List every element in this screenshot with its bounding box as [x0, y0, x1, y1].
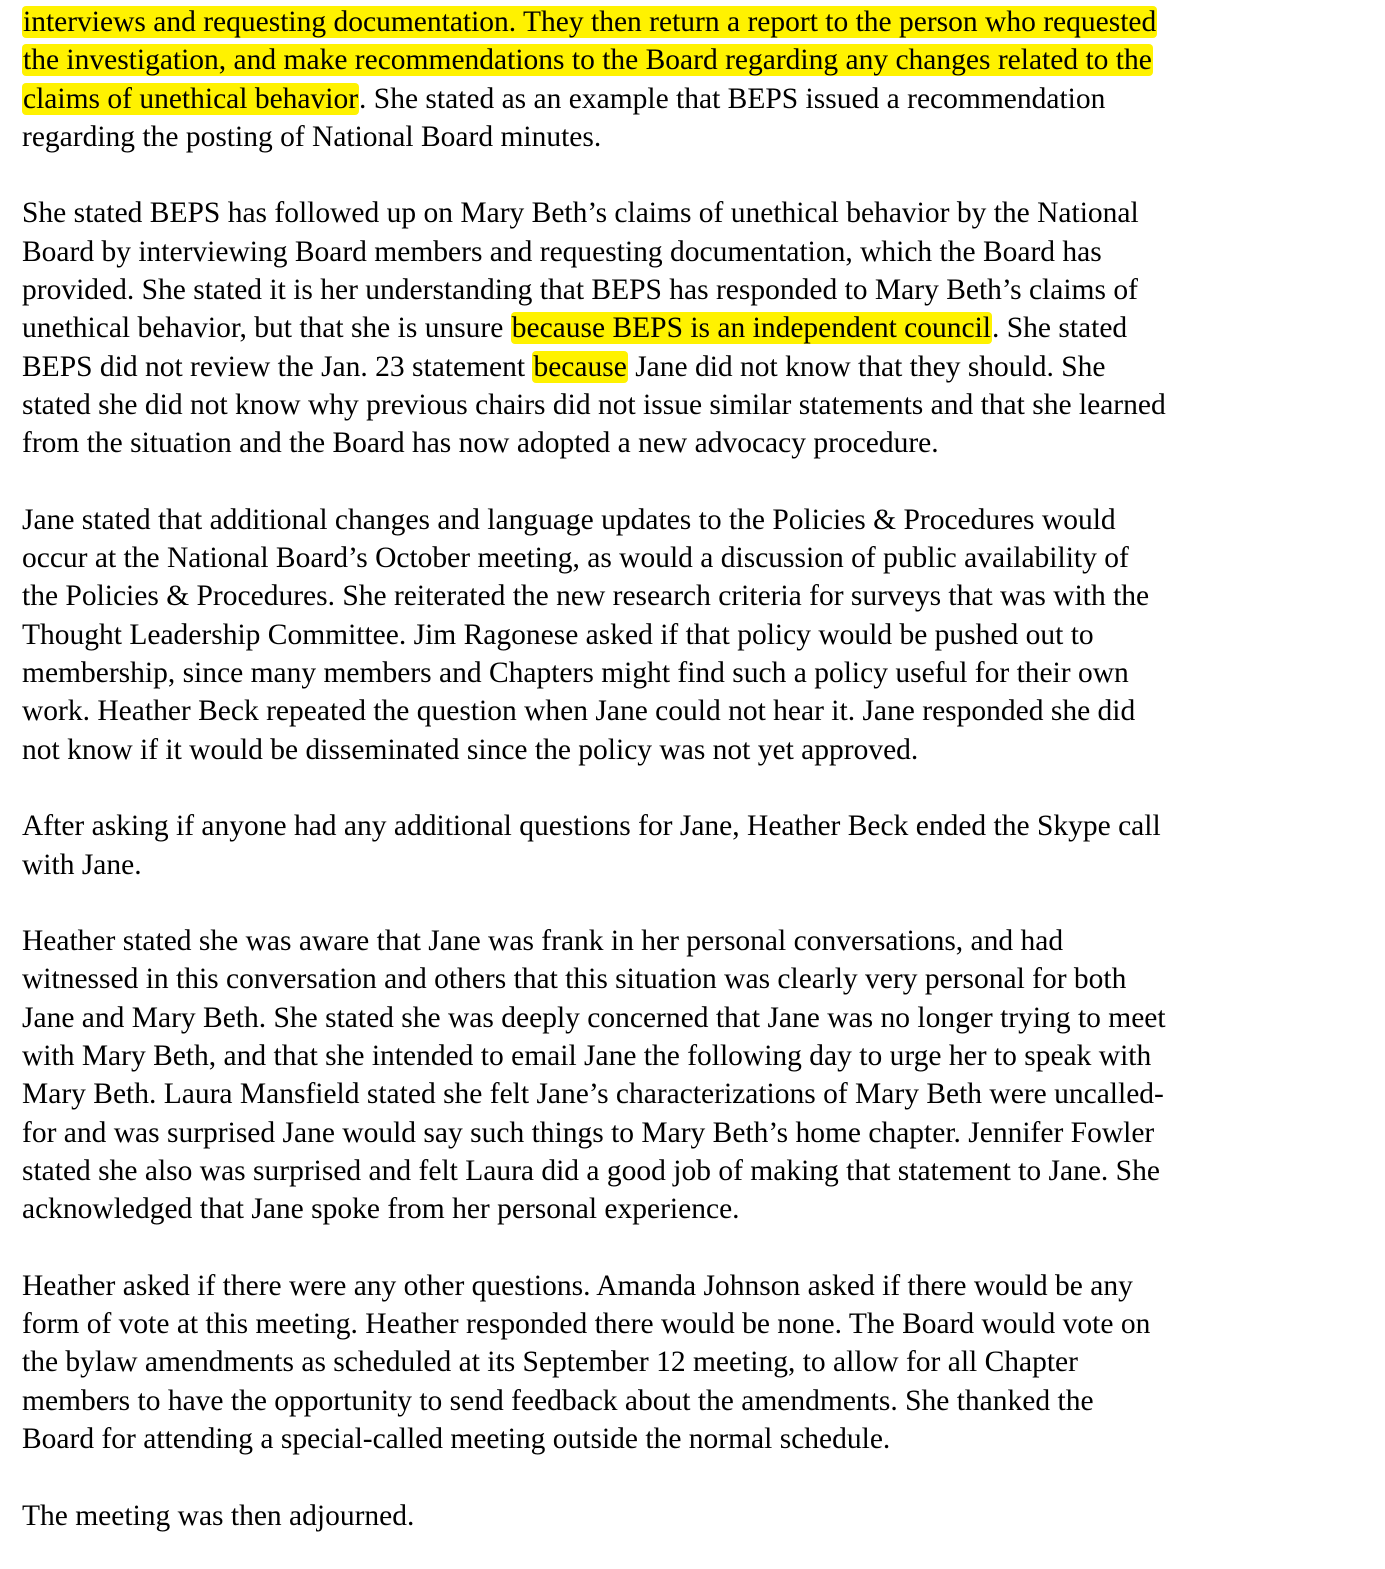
text-run: stated she did not know why previous chairs did not issue similar statements and that she learned — [22, 388, 1166, 421]
paragraph — [22, 1497, 1352, 1535]
text-run: not know if it would be disseminated since the policy was not yet approved. — [22, 733, 919, 766]
text-line — [22, 233, 1352, 271]
text-line — [22, 118, 1352, 156]
text-line — [22, 1152, 1352, 1190]
text-line — [22, 1267, 1352, 1305]
text-run: witnessed in this conversation and others that this situation was clearly very personal for both — [22, 963, 1127, 996]
paragraph-gap — [22, 156, 1352, 194]
paragraph-gap — [22, 1458, 1352, 1496]
text-line — [22, 846, 1352, 884]
text-line — [22, 194, 1352, 232]
text-run: unethical behavior, but that she is unsure — [22, 312, 511, 345]
text-run: . She stated — [992, 312, 1128, 345]
text-run: work. Heather Beck repeated the question when Jane could not hear it. Jane responded she did — [22, 695, 1136, 728]
paragraph — [22, 194, 1352, 462]
text-run: Mary Beth. Laura Mansfield stated she felt Jane’s characterizations of Mary Beth were uncalled- — [22, 1078, 1164, 1111]
text-run: provided. She stated it is her understanding that BEPS has responded to Mary Beth’s claims of — [22, 274, 1138, 307]
text-run: BEPS did not review the Jan. 23 statement — [22, 350, 533, 383]
text-line — [22, 80, 1352, 118]
text-line — [22, 731, 1352, 769]
paragraph-gap — [22, 769, 1352, 807]
text-run: with Jane. — [22, 848, 142, 881]
text-line — [22, 348, 1352, 386]
text-line — [22, 1305, 1352, 1343]
text-run: Heather asked if there were any other questions. Amanda Johnson asked if there would be any — [22, 1269, 1133, 1302]
text-line — [22, 41, 1352, 79]
highlighted-text: the investigation, and make recommendations to the Board regarding any changes related to the — [23, 44, 1152, 77]
paragraph — [22, 1267, 1352, 1458]
highlighted-text: claims of unethical behavior — [23, 82, 359, 115]
text-line — [22, 3, 1352, 41]
text-line — [22, 1114, 1352, 1152]
text-line — [22, 807, 1352, 845]
paragraph-gap — [22, 884, 1352, 922]
paragraph-gap — [22, 1229, 1352, 1267]
text-line — [22, 309, 1352, 347]
highlighted-text: interviews and requesting documentation. They then return a report to the person who requested — [23, 6, 1157, 38]
text-run: . She stated as an example that BEPS issued a recommendation — [359, 82, 1106, 115]
text-line — [22, 1075, 1352, 1113]
text-run: She stated BEPS has followed up on Mary Beth’s claims of unethical behavior by the National — [22, 197, 1139, 230]
text-run: with Mary Beth, and that she intended to email Jane the following day to urge her to speak with — [22, 1040, 1152, 1073]
text-run: Jane stated that additional changes and language updates to the Policies & Procedures would — [22, 503, 1116, 536]
text-run: membership, since many members and Chapters might find such a policy useful for their own — [22, 657, 1129, 690]
text-line — [22, 654, 1352, 692]
text-line — [22, 922, 1352, 960]
text-run: the bylaw amendments as scheduled at its September 12 meeting, to allow for all Chapter — [22, 1346, 1078, 1379]
text-run: Jane did not know that they should. She — [627, 350, 1106, 383]
paragraph — [22, 501, 1352, 769]
text-line — [22, 1382, 1352, 1420]
text-run: the Policies & Procedures. She reiterated the new research criteria for surveys that was with the — [22, 580, 1150, 613]
text-line — [22, 1420, 1352, 1458]
text-line — [22, 616, 1352, 654]
text-run: Jane and Mary Beth. She stated she was deeply concerned that Jane was no longer trying to meet — [22, 1001, 1166, 1034]
paragraph-gap — [22, 463, 1352, 501]
text-run: Thought Leadership Committee. Jim Ragonese asked if that policy would be pushed out to — [22, 618, 1094, 651]
text-run: from the situation and the Board has now adopted a new advocacy procedure. — [22, 427, 939, 460]
text-run: stated she also was surprised and felt Laura did a good job of making that statement to Jane. She — [22, 1154, 1160, 1187]
paragraph — [22, 807, 1352, 884]
text-run: acknowledged that Jane spoke from her personal experience. — [22, 1193, 740, 1226]
text-line — [22, 271, 1352, 309]
text-line — [22, 1037, 1352, 1075]
document-body — [22, 3, 1352, 1535]
text-line — [22, 1190, 1352, 1228]
text-run: Heather stated she was aware that Jane was frank in her personal conversations, and had — [22, 925, 1064, 958]
text-line — [22, 501, 1352, 539]
text-run: The meeting was then adjourned. — [22, 1499, 415, 1532]
text-run: regarding the posting of National Board minutes. — [22, 120, 602, 153]
text-line — [22, 999, 1352, 1037]
text-run: After asking if anyone had any additional questions for Jane, Heather Beck ended the Skype call — [22, 810, 1161, 843]
text-line — [22, 1343, 1352, 1381]
paragraph — [22, 3, 1352, 156]
text-line — [22, 539, 1352, 577]
text-run: Board for attending a special-called meeting outside the normal schedule. — [22, 1422, 891, 1455]
highlighted-text: because BEPS is an independent council — [511, 312, 991, 345]
text-run: Board by interviewing Board members and requesting documentation, which the Board has — [22, 235, 1102, 268]
text-line — [22, 424, 1352, 462]
text-line — [22, 577, 1352, 615]
text-line — [22, 386, 1352, 424]
highlighted-text: because — [533, 350, 627, 383]
text-run: members to have the opportunity to send feedback about the amendments. She thanked the — [22, 1384, 1094, 1417]
text-line — [22, 1497, 1352, 1535]
text-line — [22, 692, 1352, 730]
text-run: for and was surprised Jane would say such things to Mary Beth’s home chapter. Jennifer Fowler — [22, 1116, 1155, 1149]
paragraph — [22, 922, 1352, 1228]
text-line — [22, 960, 1352, 998]
text-run: form of vote at this meeting. Heather responded there would be none. The Board would vote on — [22, 1308, 1151, 1341]
text-run: occur at the National Board’s October meeting, as would a discussion of public availability of — [22, 542, 1129, 575]
